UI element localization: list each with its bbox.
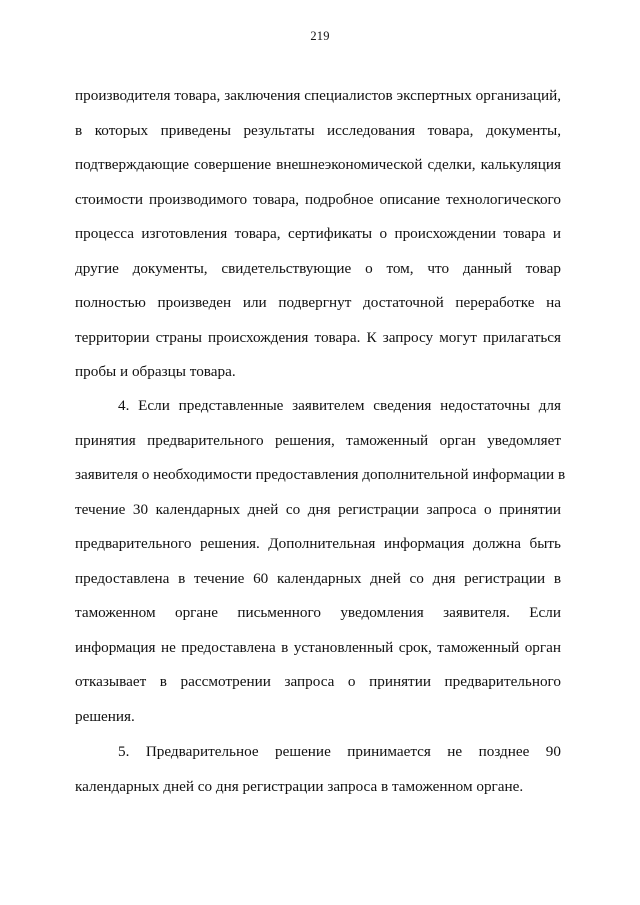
text-line: в которых приведены результаты исследования товара, документы, xyxy=(75,121,561,139)
text-line: решения. xyxy=(75,707,135,725)
text-line: 5. Предварительное решение принимается не позднее 90 xyxy=(118,743,561,760)
text-line: предоставлена в течение 60 календарных дней со дня регистрации в xyxy=(75,569,561,587)
text-line: информация не предоставлена в установленный срок, таможенный орган xyxy=(75,638,561,656)
text-line: стоимости производимого товара, подробное описание технологического xyxy=(75,190,561,208)
paragraph-item-5 xyxy=(75,742,561,811)
text-line: территории страны происхождения товара. К запросу могут прилагаться xyxy=(75,328,561,346)
text-line: пробы и образцы товара. xyxy=(75,363,236,380)
continuation-paragraph xyxy=(75,86,561,397)
text-line: отказывает в рассмотрении запроса о принятии предварительного xyxy=(75,673,561,690)
text-line: таможенном органе письменного уведомления заявителя. Если xyxy=(75,604,561,621)
text-line: другие документы, свидетельствующие о том, что данный товар xyxy=(75,259,561,277)
text-line: принятия предварительного решения, таможенный орган уведомляет xyxy=(75,431,561,449)
text-line: процесса изготовления товара, сертификаты о происхождении товара и xyxy=(75,225,561,242)
text-line: подтверждающие совершение внешнеэкономической сделки, калькуляция xyxy=(75,156,561,173)
text-line: предварительного решения. Дополнительная информация должна быть xyxy=(75,535,561,552)
page-number: 219 xyxy=(310,29,330,43)
text-line: 4. Если представленные заявителем сведения недостаточны для xyxy=(118,397,561,414)
text-line: течение 30 календарных дней со дня регистрации запроса о принятии xyxy=(75,500,561,518)
text-line: производителя товара, заключения специалистов экспертных организаций, xyxy=(75,87,561,104)
text-line: календарных дней со дня регистрации запроса в таможенном органе. xyxy=(75,777,524,795)
text-line: полностью произведен или подвергнут достаточной переработке на xyxy=(75,294,561,311)
text-line: заявителя о необходимости предоставления дополнительной информации в xyxy=(75,466,566,483)
paragraph-item-4 xyxy=(75,396,566,741)
